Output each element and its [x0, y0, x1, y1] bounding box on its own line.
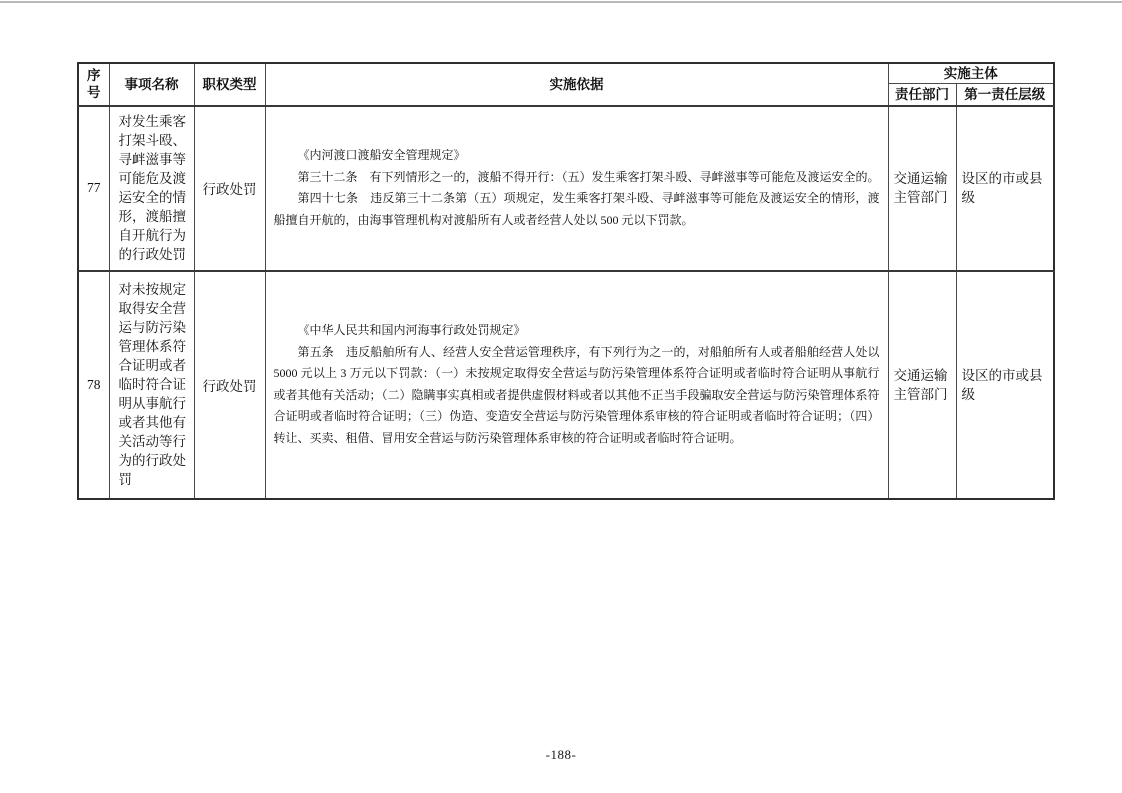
table-row-78 — [78, 271, 1054, 499]
responsible-department-cell: 交通运输主管部门 — [888, 106, 956, 271]
header-responsible-department: 责任部门 — [888, 84, 956, 106]
serial-number-cell: 77 — [78, 106, 109, 271]
basis-paragraph: 第三十二条 有下列情形之一的，渡船不得开行：（五）发生乘客打架斗殴、寻衅滋事等可能危及渡运安全的。 — [297, 169, 880, 184]
responsibility-level-cell: 设区的市或县级 — [956, 106, 1054, 271]
item-name-cell: 对未按规定取得安全营运与防污染管理体系符合证明或者临时符合证明从事航行或者其他有关活动等行为的行政处罚 — [109, 271, 194, 499]
power-type-cell: 行政处罚 — [194, 106, 265, 271]
page-top-rule — [0, 1, 1122, 3]
authority-matters-table — [77, 62, 1055, 500]
header-implementation-basis: 实施依据 — [265, 63, 888, 106]
basis-paragraph: 《内河渡口渡船安全管理规定》 — [297, 148, 466, 162]
responsible-department-cell: 交通运输主管部门 — [888, 271, 956, 499]
serial-number-cell: 78 — [78, 271, 109, 499]
header-item-name: 事项名称 — [109, 63, 194, 106]
responsibility-level-cell: 设区的市或县级 — [956, 271, 1054, 499]
table-row-77 — [78, 106, 1054, 271]
basis-paragraph: 第四十七条 违反第三十二条第（五）项规定，发生乘客打架斗殴、寻衅滋事等可能危及渡运安全的情形，渡船擅自开航的，由海事管理机构对渡船所有人或者经营人处以 500 元以下罚款。 — [273, 191, 880, 227]
item-name-cell: 对发生乘客打架斗殴、寻衅滋事等可能危及渡运安全的情形，渡船擅自开航行为的行政处罚 — [109, 106, 194, 271]
page-number: -188- — [545, 747, 577, 762]
basis-paragraph: 第五条 违反船舶所有人、经营人安全营运管理秩序，有下列行为之一的，对船舶所有人或者船舶经营人处以 5000 元以上 3 万元以下罚款：（一）未按规定取得安全营运与防污染管理体系符合证明或者临时符合证明从事航行或者其他有关活动；（二）隐瞒事实真相或者提供虚假材料或者以其他不正当手段骗取安全营运与防污染管理体系符合证明或者临时符合证明；（三）伪造、变造安全营运与防污染管理体系审核的符合证明或者临时符合证明；（四）转让、买卖、租借、冒用安全营运与防污染管理体系审核的符合证明或者临时符合证明。 — [273, 344, 880, 445]
header-row-top — [78, 63, 1054, 84]
header-power-type: 职权类型 — [194, 63, 265, 106]
implementation-basis-cell — [265, 271, 888, 499]
basis-paragraph: 《中华人民共和国内河海事行政处罚规定》 — [297, 323, 526, 337]
header-implementation-subject: 实施主体 — [888, 63, 1054, 84]
header-serial-number: 序号 — [78, 63, 109, 106]
power-type-cell: 行政处罚 — [194, 271, 265, 499]
header-first-responsibility-level: 第一责任层级 — [956, 84, 1054, 106]
implementation-basis-cell — [265, 106, 888, 271]
